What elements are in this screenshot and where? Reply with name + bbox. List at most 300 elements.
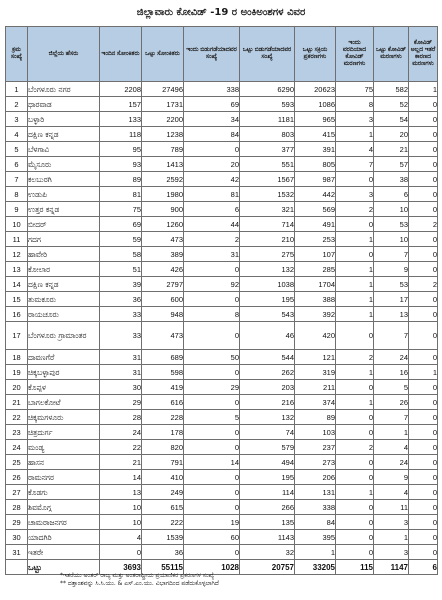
total-infected-cell: 222 [142,515,184,530]
total-cell: 55115 [142,560,184,575]
today-infected-cell: 10 [100,500,142,515]
serial-cell: 25 [6,455,28,470]
today-deaths-cell: 4 [336,142,374,157]
serial-cell: 14 [6,277,28,292]
table-row [6,202,438,217]
district-name-cell: ಚಿಕ್ಕಮಗಳೂರು [28,410,100,425]
today-deaths-cell: 0 [336,217,374,232]
active-cases-cell: 131 [295,485,336,500]
today-infected-cell: 0 [100,545,142,560]
total-infected-cell: 1980 [142,187,184,202]
total-infected-cell: 36 [142,545,184,560]
column-header: ಒಟ್ಟು ಕೋವಿಡ್ ಮರಣಗಳು [374,27,409,82]
today-deaths-cell: 2 [336,202,374,217]
serial-cell: 6 [6,157,28,172]
total-discharged-cell: 32 [240,545,295,560]
page-title: ಜಿಲ್ಲಾವಾರು ಕೋವಿಡ್ -19 ರ ಅಂಕಿಅಂಶಗಳ ವಿವರ [136,7,306,18]
serial-cell: 20 [6,380,28,395]
other-deaths-cell: 1 [409,82,438,97]
serial-cell: 28 [6,500,28,515]
district-name-cell: ಮಂಡ್ಯ [28,440,100,455]
table-row [6,455,438,470]
total-deaths-cell: 6 [374,187,409,202]
total-discharged-cell: 262 [240,365,295,380]
total-cell: 33205 [295,560,336,575]
active-cases-cell: 84 [295,515,336,530]
total-discharged-cell: 544 [240,350,295,365]
total-infected-cell: 27496 [142,82,184,97]
active-cases-cell: 103 [295,425,336,440]
total-label: ಒಟ್ಟು [28,560,100,575]
total-infected-cell: 473 [142,322,184,350]
today-infected-cell: 24 [100,425,142,440]
active-cases-cell: 20623 [295,82,336,97]
serial-cell: 24 [6,440,28,455]
today-infected-cell: 33 [100,307,142,322]
today-deaths-cell: 0 [336,470,374,485]
active-cases-cell: 805 [295,157,336,172]
table-row [6,365,438,380]
total-deaths-cell: 13 [374,307,409,322]
serial-cell: 3 [6,112,28,127]
total-discharged-cell: 321 [240,202,295,217]
table-body [6,82,438,575]
today-deaths-cell: 0 [336,322,374,350]
district-name-cell: ಉಡುಪಿ [28,187,100,202]
district-name-cell: ಕೋಲಾರ [28,262,100,277]
total-discharged-cell: 543 [240,307,295,322]
total-deaths-cell: 3 [374,545,409,560]
total-deaths-cell: 1 [374,530,409,545]
serial-cell: 9 [6,202,28,217]
district-name-cell: ಕಲಬುರಗಿ [28,172,100,187]
column-header: ಕ್ರಮ ಸಂಖ್ಯೆ [6,27,28,82]
other-deaths-cell: 0 [409,292,438,307]
active-cases-cell: 1086 [295,97,336,112]
district-name-cell: ಗದಗ [28,232,100,247]
column-header: ಇಂದು ಬಿಡುಗಡೆಯಾದವರ ಸಂಖ್ಯೆ [184,27,240,82]
total-deaths-cell: 53 [374,217,409,232]
serial-cell: 19 [6,365,28,380]
other-deaths-cell: 0 [409,440,438,455]
other-deaths-cell: 2 [409,217,438,232]
today-discharged-cell: 0 [184,292,240,307]
today-discharged-cell: 6 [184,202,240,217]
total-discharged-cell: 803 [240,127,295,142]
total-infected-cell: 1539 [142,530,184,545]
active-cases-cell: 374 [295,395,336,410]
today-infected-cell: 81 [100,187,142,202]
today-deaths-cell: 0 [336,380,374,395]
active-cases-cell: 569 [295,202,336,217]
other-deaths-cell: 0 [409,307,438,322]
today-deaths-cell: 0 [336,515,374,530]
total-deaths-cell: 11 [374,500,409,515]
other-deaths-cell: 0 [409,515,438,530]
active-cases-cell: 491 [295,217,336,232]
other-deaths-cell: 0 [409,142,438,157]
table-row [6,232,438,247]
total-infected-cell: 178 [142,425,184,440]
table-row [6,292,438,307]
total-discharged-cell: 1143 [240,530,295,545]
today-infected-cell: 14 [100,470,142,485]
active-cases-cell: 319 [295,365,336,380]
total-cell [6,560,28,575]
total-deaths-cell: 53 [374,277,409,292]
serial-cell: 31 [6,545,28,560]
total-infected-cell: 2797 [142,277,184,292]
table-row [6,425,438,440]
district-name-cell: ಬಳ್ಳಾರಿ [28,112,100,127]
today-infected-cell: 95 [100,142,142,157]
other-deaths-cell: 0 [409,202,438,217]
active-cases-cell: 237 [295,440,336,455]
total-discharged-cell: 46 [240,322,295,350]
total-deaths-cell: 17 [374,292,409,307]
total-discharged-cell: 132 [240,262,295,277]
today-infected-cell: 36 [100,292,142,307]
active-cases-cell: 392 [295,307,336,322]
today-deaths-cell: 0 [336,425,374,440]
table-row [6,322,438,350]
total-discharged-cell: 114 [240,485,295,500]
total-infected-cell: 249 [142,485,184,500]
table-row [6,500,438,515]
column-header: ಇಂದು ವರದಿಯಾದ ಕೋವಿಡ್ ಮರಣಗಳು [336,27,374,82]
total-cell: 6 [409,560,438,575]
today-discharged-cell: 8 [184,307,240,322]
table-row [6,380,438,395]
other-deaths-cell: 0 [409,322,438,350]
total-deaths-cell: 57 [374,157,409,172]
other-deaths-cell: 0 [409,470,438,485]
today-deaths-cell: 1 [336,485,374,500]
today-infected-cell: 29 [100,395,142,410]
total-discharged-cell: 714 [240,217,295,232]
today-discharged-cell: 0 [184,395,240,410]
total-infected-cell: 389 [142,247,184,262]
today-discharged-cell: 44 [184,217,240,232]
today-infected-cell: 69 [100,217,142,232]
other-deaths-cell: 0 [409,530,438,545]
total-infected-cell: 789 [142,142,184,157]
today-infected-cell: 93 [100,157,142,172]
today-infected-cell: 10 [100,515,142,530]
total-discharged-cell: 377 [240,142,295,157]
total-infected-cell: 473 [142,232,184,247]
total-cell: 20757 [240,560,295,575]
serial-cell: 17 [6,322,28,350]
today-deaths-cell: 8 [336,97,374,112]
active-cases-cell: 107 [295,247,336,262]
today-infected-cell: 22 [100,440,142,455]
district-name-cell: ಹಾಸನ [28,455,100,470]
today-deaths-cell: 0 [336,247,374,262]
total-discharged-cell: 1181 [240,112,295,127]
total-discharged-cell: 195 [240,470,295,485]
total-discharged-cell: 210 [240,232,295,247]
other-deaths-cell: 0 [409,262,438,277]
serial-cell: 18 [6,350,28,365]
today-infected-cell: 31 [100,365,142,380]
district-name-cell: ಬೀದರ್ [28,217,100,232]
district-covid-table [5,26,438,575]
total-discharged-cell: 551 [240,157,295,172]
today-deaths-cell: 0 [336,500,374,515]
today-deaths-cell: 2 [336,440,374,455]
today-deaths-cell: 0 [336,410,374,425]
total-deaths-cell: 5 [374,380,409,395]
today-discharged-cell: 92 [184,277,240,292]
table-row [6,277,438,292]
column-header: ಒಟ್ಟು ಸಕ್ರಿಯ ಪ್ರಕರಣಗಳು [295,27,336,82]
active-cases-cell: 285 [295,262,336,277]
total-deaths-cell: 10 [374,202,409,217]
total-deaths-cell: 4 [374,485,409,500]
serial-cell: 2 [6,97,28,112]
other-deaths-cell: 2 [409,277,438,292]
active-cases-cell: 253 [295,232,336,247]
district-name-cell: ಇತರೇ [28,545,100,560]
total-deaths-cell: 1 [374,425,409,440]
district-name-cell: ಬೆಳಗಾವಿ [28,142,100,157]
district-name-cell: ಧಾರವಾಡ [28,97,100,112]
other-deaths-cell: 0 [409,187,438,202]
total-discharged-cell: 195 [240,292,295,307]
serial-cell: 10 [6,217,28,232]
district-name-cell: ದಕ್ಷಿಣ ಕನ್ನಡ [28,277,100,292]
total-infected-cell: 228 [142,410,184,425]
total-infected-cell: 615 [142,500,184,515]
today-deaths-cell: 1 [336,292,374,307]
serial-cell: 11 [6,232,28,247]
district-name-cell: ರಾಯಚೂರು [28,307,100,322]
district-name-cell: ಚಿಕ್ಕಬಳ್ಳಾಪುರ [28,365,100,380]
total-discharged-cell: 74 [240,425,295,440]
other-deaths-cell: 0 [409,172,438,187]
total-infected-cell: 1731 [142,97,184,112]
column-header: ಕೋವಿಡ್ ಅಲ್ಲದ ಇತರೆ ಕಾರಣದ ಮರಣಗಳು [409,27,438,82]
active-cases-cell: 395 [295,530,336,545]
today-infected-cell: 89 [100,172,142,187]
total-infected-cell: 1238 [142,127,184,142]
serial-cell: 1 [6,82,28,97]
serial-cell: 13 [6,262,28,277]
active-cases-cell: 211 [295,380,336,395]
district-name-cell: ಕೊಡಗು [28,485,100,500]
today-discharged-cell: 0 [184,545,240,560]
total-deaths-cell: 9 [374,470,409,485]
today-discharged-cell: 42 [184,172,240,187]
active-cases-cell: 442 [295,187,336,202]
today-discharged-cell: 0 [184,262,240,277]
table-row [6,82,438,97]
active-cases-cell: 89 [295,410,336,425]
today-discharged-cell: 60 [184,530,240,545]
district-name-cell: ಬೆಂಗಳೂರು ಗ್ರಾಮಾಂತರ [28,322,100,350]
today-discharged-cell: 2 [184,232,240,247]
total-deaths-cell: 10 [374,232,409,247]
serial-cell: 23 [6,425,28,440]
total-deaths-cell: 7 [374,322,409,350]
table-row [6,112,438,127]
today-deaths-cell: 1 [336,307,374,322]
table-row [6,157,438,172]
total-deaths-cell: 38 [374,172,409,187]
today-discharged-cell: 0 [184,485,240,500]
total-deaths-cell: 16 [374,365,409,380]
total-deaths-cell: 24 [374,350,409,365]
total-deaths-cell: 20 [374,127,409,142]
serial-cell: 21 [6,395,28,410]
district-name-cell: ಹಾವೇರಿ [28,247,100,262]
today-infected-cell: 75 [100,202,142,217]
today-discharged-cell: 0 [184,322,240,350]
total-deaths-cell: 3 [374,515,409,530]
other-deaths-cell: 0 [409,247,438,262]
table-row [6,410,438,425]
today-discharged-cell: 0 [184,425,240,440]
total-deaths-cell: 582 [374,82,409,97]
total-discharged-cell: 1532 [240,187,295,202]
today-discharged-cell: 0 [184,440,240,455]
other-deaths-cell: 0 [409,112,438,127]
active-cases-cell: 420 [295,322,336,350]
table-row [6,395,438,410]
today-deaths-cell: 0 [336,545,374,560]
today-deaths-cell: 1 [336,365,374,380]
total-infected-cell: 791 [142,455,184,470]
district-name-cell: ಕೊಪ್ಪಳ [28,380,100,395]
today-infected-cell: 31 [100,350,142,365]
today-infected-cell: 2208 [100,82,142,97]
serial-cell: 22 [6,410,28,425]
today-deaths-cell: 1 [336,127,374,142]
total-deaths-cell: 24 [374,455,409,470]
total-discharged-cell: 1038 [240,277,295,292]
table-header-row [6,27,438,82]
total-cell: 1028 [184,560,240,575]
total-deaths-cell: 7 [374,247,409,262]
today-deaths-cell: 1 [336,277,374,292]
total-discharged-cell: 579 [240,440,295,455]
total-infected-cell: 900 [142,202,184,217]
today-discharged-cell: 0 [184,142,240,157]
footnote: ** ದತ್ತಾಂಶವನ್ನು ಸಿ.ಸಿ.ಯು. & ಎಸ್.ಎಂ.ಯು. ವಿಭಾಗದಿಂದ ಪಡೆದುಕೊಳ್ಳಲಾಗಿದೆ [60,580,219,587]
today-deaths-cell: 75 [336,82,374,97]
other-deaths-cell: 1 [409,365,438,380]
other-deaths-cell: 0 [409,97,438,112]
today-infected-cell: 39 [100,277,142,292]
total-discharged-cell: 132 [240,410,295,425]
today-infected-cell: 4 [100,530,142,545]
table-row [6,515,438,530]
district-name-cell: ರಾಮನಗರ [28,470,100,485]
total-discharged-cell: 1567 [240,172,295,187]
other-deaths-cell: 0 [409,455,438,470]
today-infected-cell: 13 [100,485,142,500]
table-row [6,142,438,157]
other-deaths-cell: 0 [409,395,438,410]
other-deaths-cell: 0 [409,157,438,172]
total-infected-cell: 598 [142,365,184,380]
total-cell: 1147 [374,560,409,575]
column-header: ಇಂದಿನ ಸೋಂಕಿತರು [100,27,142,82]
today-deaths-cell: 2 [336,350,374,365]
total-infected-cell: 600 [142,292,184,307]
district-name-cell: ಬಾಗಲಕೋಟೆ [28,395,100,410]
table-row [6,307,438,322]
active-cases-cell: 388 [295,292,336,307]
table-row [6,530,438,545]
active-cases-cell: 415 [295,127,336,142]
today-deaths-cell: 3 [336,187,374,202]
active-cases-cell: 121 [295,350,336,365]
footnote: *ಇತರೆಯು ಅಂತರ್ ರಾಜ್ಯ ಮತ್ತು ಅಂತರಾಷ್ಟ್ರೀಯ ಪ್ರಯಾಣಿಕರ ಪ್ರಕರಣಗಳ ಸಂಖ್ಯೆ [60,572,215,579]
active-cases-cell: 965 [295,112,336,127]
serial-cell: 29 [6,515,28,530]
total-infected-cell: 410 [142,470,184,485]
today-deaths-cell: 0 [336,455,374,470]
total-infected-cell: 2592 [142,172,184,187]
active-cases-cell: 338 [295,500,336,515]
today-discharged-cell: 0 [184,500,240,515]
total-deaths-cell: 9 [374,262,409,277]
district-name-cell: ತುಮಕೂರು [28,292,100,307]
table-row [6,172,438,187]
today-discharged-cell: 34 [184,112,240,127]
total-discharged-cell: 216 [240,395,295,410]
serial-cell: 16 [6,307,28,322]
today-discharged-cell: 5 [184,410,240,425]
today-infected-cell: 157 [100,97,142,112]
today-discharged-cell: 50 [184,350,240,365]
total-infected-cell: 616 [142,395,184,410]
table-row [6,262,438,277]
total-infected-cell: 1413 [142,157,184,172]
today-discharged-cell: 29 [184,380,240,395]
total-infected-cell: 2200 [142,112,184,127]
total-infected-cell: 1260 [142,217,184,232]
district-name-cell: ಮೈಸೂರು [28,157,100,172]
serial-cell: 30 [6,530,28,545]
serial-cell: 7 [6,172,28,187]
today-infected-cell: 59 [100,232,142,247]
total-infected-cell: 820 [142,440,184,455]
today-infected-cell: 133 [100,112,142,127]
district-name-cell: ಬೆಂಗಳೂರು ನಗರ [28,82,100,97]
table-row [6,545,438,560]
today-discharged-cell: 19 [184,515,240,530]
today-discharged-cell: 0 [184,470,240,485]
table-row [6,440,438,455]
total-deaths-cell: 4 [374,440,409,455]
other-deaths-cell: 0 [409,425,438,440]
total-discharged-cell: 135 [240,515,295,530]
today-infected-cell: 58 [100,247,142,262]
district-name-cell: ಚಿತ್ರದುರ್ಗ [28,425,100,440]
today-infected-cell: 33 [100,322,142,350]
footnotes [60,572,430,588]
table-row [6,247,438,262]
active-cases-cell: 206 [295,470,336,485]
serial-cell: 4 [6,127,28,142]
active-cases-cell: 391 [295,142,336,157]
other-deaths-cell: 0 [409,232,438,247]
today-deaths-cell: 0 [336,172,374,187]
table-row [6,97,438,112]
